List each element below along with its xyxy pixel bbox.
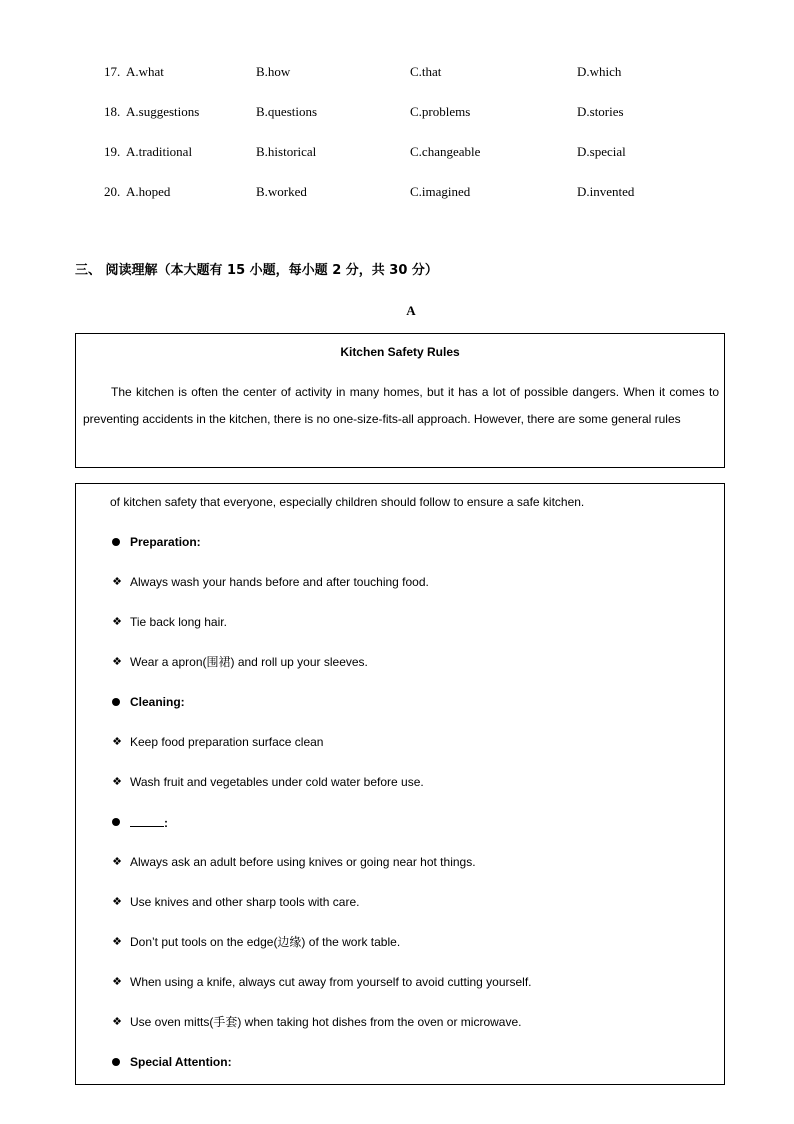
option-a: A.what [126,64,164,79]
option-b: B.historical [256,144,317,159]
diamond-bullet-icon: ❖ [112,775,122,788]
diamond-bullet-icon: ❖ [112,935,122,948]
passage-letter: A [406,303,416,318]
option-b: B.how [256,64,291,79]
item-text: Keep food preparation surface clean [130,735,324,749]
item-text: Wear a apron(围裙) and roll up your sleeves. [130,655,368,669]
option-d: D.invented [577,184,635,199]
option-row-20 [104,182,744,202]
diamond-bullet-icon: ❖ [112,615,122,628]
item-text: Use oven mitts(手套) when taking hot dishes from the oven or microwave. [130,1015,522,1029]
option-a: A.hoped [126,184,171,199]
option-d: D.stories [577,104,624,119]
option-d: D.which [577,64,622,79]
question-number: 19. [104,144,121,159]
passage-box-top [75,333,725,468]
diamond-bullet-icon: ❖ [112,575,122,588]
option-c: C.problems [410,104,471,119]
diamond-bullet-icon: ❖ [112,895,122,908]
option-d: D.special [577,144,626,159]
option-row-17 [104,62,744,82]
item-text: : [164,816,168,830]
question-number: 17. [104,64,121,79]
question-number: 18. [104,104,121,119]
diamond-bullet-icon: ❖ [112,855,122,868]
item-text: Use knives and other sharp tools with care. [130,895,360,909]
item-text: Wash fruit and vegetables under cold water before use. [130,775,424,789]
item-text: Cleaning: [130,695,185,709]
option-b: B.questions [256,104,318,119]
item-text: Tie back long hair. [130,615,227,629]
passage-continuation: of kitchen safety that everyone, especially children should follow to ensure a safe kitchen. [110,495,585,509]
option-c: C.that [410,64,442,79]
item-text: Always wash your hands before and after touching food. [130,575,429,589]
question-number: 20. [104,184,121,199]
option-a: A.traditional [126,144,193,159]
item-text: When using a knife, always cut away from yourself to avoid cutting yourself. [130,975,532,989]
item-text: Always ask an adult before using knives or going near hot things. [130,855,476,869]
diamond-bullet-icon: ❖ [112,735,122,748]
option-c: C.imagined [410,184,471,199]
bullet-icon [112,1058,120,1066]
option-c: C.changeable [410,144,481,159]
diamond-bullet-icon: ❖ [112,1015,122,1028]
section-heading: 三、 阅读理解（本大题有 15 小题，每小题 2 分，共 30 分） [75,263,438,278]
diamond-bullet-icon: ❖ [112,975,122,988]
diamond-bullet-icon: ❖ [112,655,122,668]
bullet-icon [112,698,120,706]
item-text: Don’t put tools on the edge(边缘) of the work table. [130,935,401,949]
passage-intro: The kitchen is often the center of activity in many homes, but it has a lot of possible dangers. When it comes to preventing accidents in the kitchen, there is no one-size-fits-all approach. However, there are some general rules [83,385,719,426]
option-row-18 [104,102,744,122]
item-text: Preparation: [130,535,201,549]
passage-title: Kitchen Safety Rules [340,345,460,359]
item-text: Special Attention: [130,1055,232,1069]
option-a: A.suggestions [126,104,200,119]
bullet-icon [112,818,120,826]
passage-box-rules [75,483,725,1085]
option-row-19 [104,142,744,162]
answer-blank [130,813,164,827]
option-b: B.worked [256,184,307,199]
bullet-icon [112,538,120,546]
